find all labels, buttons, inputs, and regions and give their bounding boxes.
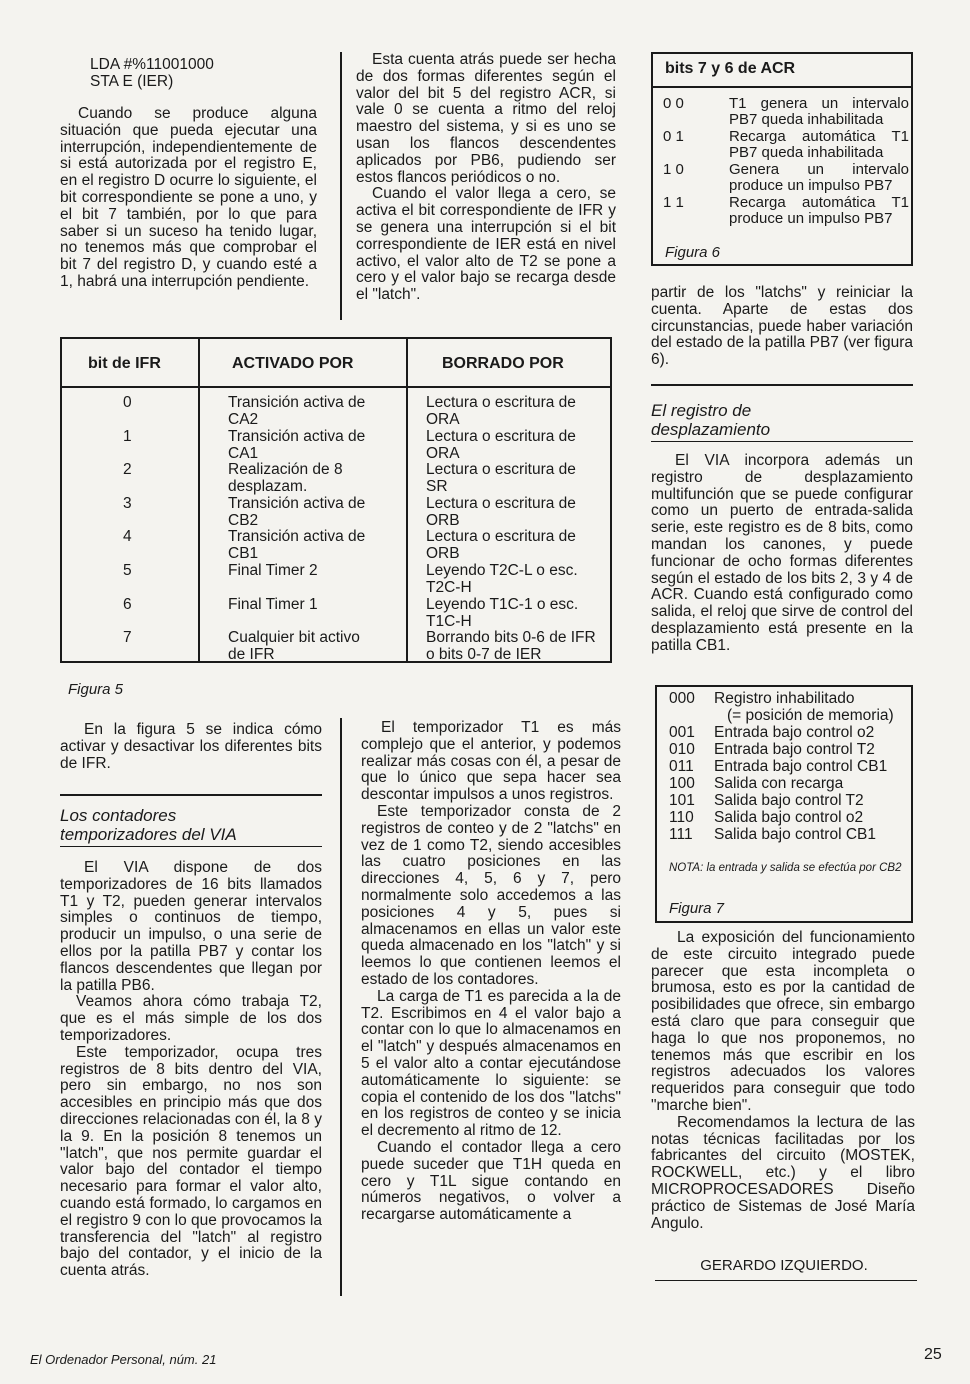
table-cell-bit: 5 bbox=[123, 562, 132, 579]
fig7-code: 100 bbox=[669, 775, 695, 792]
fig7-desc: Entrada bajo control CB1 bbox=[714, 758, 888, 775]
acr-box-divider bbox=[653, 86, 911, 88]
figure-7-box bbox=[655, 685, 913, 923]
author-signature: GERARDO IZQUIERDO. bbox=[700, 1257, 868, 1274]
acr-row-desc: Genera un intervalo produce un impulso PB7 bbox=[729, 161, 909, 194]
fig7-desc: Entrada bajo control o2 bbox=[714, 724, 875, 741]
table-cell-activado: Transición activa de CB2 bbox=[228, 495, 366, 529]
col3-bottom-block bbox=[651, 930, 915, 1232]
table-cell-activado: Cualquier bit activo de IFR bbox=[228, 629, 360, 663]
table-cell-activado: Final Timer 1 bbox=[228, 596, 318, 613]
table-header-activado: ACTIVADO POR bbox=[232, 355, 354, 372]
table-cell-bit: 3 bbox=[123, 495, 132, 512]
col2-bottom-block bbox=[361, 720, 621, 1224]
table-cell-bit: 2 bbox=[123, 461, 132, 478]
fig7-desc: Salida bajo control CB1 bbox=[714, 826, 876, 843]
fig7-code: 001 bbox=[669, 724, 695, 741]
fig7-note bbox=[669, 862, 905, 875]
col2-bottom-p3: La carga de T1 es parecida a la de T2. Escribimos en 4 el valor bajo a contar con lo que lo almacenamos en el "latch" y después almacenamos en 5 el valor alto a contar ejecutándose automáticamente lo siguiente: se copia el contenido de los dos "latchs" en los registros de conteo y se inicia el decremento al ritmo de 12. bbox=[361, 987, 621, 1140]
fig7-code: 011 bbox=[669, 758, 694, 775]
code-listing bbox=[90, 56, 214, 90]
fig7-desc: Salida bajo control T2 bbox=[714, 792, 864, 809]
table-cell-bit: 7 bbox=[123, 629, 132, 646]
table-cell-borrado: Leyendo T2C-L o esc. T2C-H bbox=[426, 562, 578, 596]
fig7-code: 010 bbox=[669, 741, 695, 758]
table-cell-bit: 1 bbox=[123, 428, 132, 445]
fig7-desc: (= posición de memoria) bbox=[727, 707, 894, 724]
table-cell-activado: Realización de 8 desplazam. bbox=[228, 461, 343, 495]
fig7-desc: Salida bajo control o2 bbox=[714, 809, 864, 826]
col3-top-text: partir de los "latchs" y reiniciar la cuenta. Aparte de estas dos circunstancias, puede haber variación del estado de la patilla PB7 (ver figura 6). bbox=[651, 284, 913, 369]
col2-top-p1: Esta cuenta atrás puede ser hecha de dos formas diferentes según el valor del bit 5 del registro ACR, si vale 0 se cuenta a ritmo del reloj maestro del sistema, y si es uno se usan los flancos descendentes aplicados por PB6, pudiendo ser estos flancos periódicos o no. bbox=[356, 51, 616, 186]
table-cell-borrado: Lectura o escritura de ORB bbox=[426, 528, 576, 562]
divider-line bbox=[651, 441, 913, 442]
table-cell-borrado: Lectura o escritura de ORA bbox=[426, 428, 576, 462]
table-header-bit: bit de IFR bbox=[88, 355, 161, 372]
col2-bottom-p1: El temporizador T1 es más complejo que el anterior, y podemos realizar más cosas con él, a pesar de que lo único que sepa hacer sea descontar impulsos a unos registros. bbox=[361, 719, 621, 804]
col1-bottom-block bbox=[60, 860, 322, 1280]
column-divider-bottom bbox=[340, 718, 342, 1296]
fig7-desc: Salida con recarga bbox=[714, 775, 844, 792]
acr-row-code: 0 0 bbox=[663, 95, 684, 112]
fig7-desc: Entrada bajo control T2 bbox=[714, 741, 875, 758]
acr-row-code: 1 1 bbox=[663, 194, 684, 211]
fig7-note-label: NOTA: bbox=[669, 862, 704, 874]
col1-bottom-p1: El VIA dispone de dos temporizadores de 16 bits llamados T1 y T2, pueden generar intervalos simples o continuos de tiempo, producir un impulso, o una serie de ellos por la patilla PB7 y contar los flancos descendentes que llegan por la patilla PB6. bbox=[60, 859, 322, 994]
col1-bottom-p2: Veamos ahora cómo trabaja T2, que es el más simple de los dos temporizadores. bbox=[60, 993, 322, 1044]
column-divider-top bbox=[340, 52, 342, 320]
table-cell-borrado: Leyendo T1C-1 o esc. T1C-H bbox=[426, 596, 579, 630]
acr-row-code: 1 0 bbox=[663, 161, 684, 178]
col3-registro-text: El VIA incorpora además un registro de desplazamiento multifunción que se puede configurar como un puerto de entrada-salida serie, este registro es de 8 bits, como mandan los canones, y puede funcionar de ocho formas diferentes según el estado de los bits 2, 3 y 4 de ACR. Cuando está configurado como salida, el reloj que sirve de control del desplazamiento está presente en la patilla CB1. bbox=[651, 452, 913, 654]
col2-top-text-block bbox=[356, 52, 616, 304]
table-cell-activado: Transición activa de CA2 bbox=[228, 394, 366, 428]
table-cell-borrado: Lectura o escritura de ORB bbox=[426, 495, 576, 529]
divider-line bbox=[60, 794, 322, 796]
col1-mid-block bbox=[60, 722, 322, 772]
figure-5-caption: Figura 5 bbox=[68, 681, 124, 698]
table-header-borrado: BORRADO POR bbox=[442, 355, 564, 372]
fig7-code: 000 bbox=[669, 690, 695, 707]
acr-row-desc: T1 genera un intervalo PB7 queda inhabilitada bbox=[729, 95, 909, 128]
acr-row-desc: Recarga automática T1 PB7 queda inhabilitada bbox=[729, 128, 909, 161]
acr-row-code: 0 1 bbox=[663, 128, 684, 145]
fig7-code: 101 bbox=[669, 792, 695, 809]
fig7-code: 110 bbox=[669, 809, 694, 826]
code-line-1: LDA #%11001000 bbox=[90, 56, 214, 73]
col1-top-text: Cuando se produce alguna situación que pueda ejecutar una interrupción, independientemente de si está autorizada por el registro E, en el registro D ocurre lo siguiente, el bit correspondiente se pone a uno, y el bit 7 también, por lo que para saber si un suceso ha tenido lugar, no tenemos más que comprobar el bit 7 del registro D, y cuando esté a 1, habrá una interrupción pendiente. bbox=[60, 105, 317, 290]
table-cell-activado: Transición activa de CB1 bbox=[228, 528, 366, 562]
fig7-note-text: la entrada y salida se efectúa por CB2 bbox=[706, 862, 902, 874]
figure-6-acr-box bbox=[651, 52, 913, 266]
table-border-top bbox=[60, 337, 612, 339]
table-cell-activado: Final Timer 2 bbox=[228, 562, 318, 579]
table-cell-borrado: Borrando bits 0-6 de IFR o bits 0-7 de IER bbox=[426, 629, 596, 663]
table-cell-bit: 6 bbox=[123, 596, 132, 613]
divider-line bbox=[651, 384, 913, 386]
col1-top-paragraph bbox=[60, 106, 317, 291]
section-heading-registro: El registro de desplazamiento bbox=[651, 401, 771, 439]
fig7-desc: Registro inhabilitado bbox=[714, 690, 855, 707]
col2-top-p2: Cuando el valor llega a cero, se activa el bit correspondiente de IFR y se genera una interrupción si el bit correspondiente de IER está en nivel activo, el valor alto de T2 se pone a cero y el valor bajo se recarga desde el "latch". bbox=[356, 185, 616, 304]
col3-registro-block bbox=[651, 453, 913, 655]
table-header-divider bbox=[60, 386, 612, 388]
col3-top-text-block bbox=[651, 285, 913, 369]
col3-bottom-p2: Recomendamos la lectura de las notas técnicas facilitadas por los fabricantes del circuito (MOSTEK, ROCKWELL, etc.) y el libro MICROPROCESADORES Diseño práctico de Sistemas de José María Angulo. bbox=[651, 1113, 915, 1232]
footer-publication: El Ordenador Personal, núm. 21 bbox=[30, 1352, 217, 1367]
table-cell-borrado: Lectura o escritura de ORA bbox=[426, 394, 576, 428]
code-line-2: STA E (IER) bbox=[90, 73, 174, 90]
table-cell-bit: 0 bbox=[123, 394, 132, 411]
page-number: 25 bbox=[924, 1346, 942, 1363]
table-cell-bit: 4 bbox=[123, 528, 132, 545]
acr-box-title: bits 7 y 6 de ACR bbox=[665, 60, 796, 77]
col2-bottom-p2: Este temporizador consta de 2 registros de conteo y de 2 "latchs" en vez de 1 como T2, siendo accesibles las cuatro posiciones en las direcciones 4, 5, 6 y 7, pero normalmente solo accedemos a las posiciones 4 y 5, pues si almacenamos en ellas un valor este queda almacenado en los "latch" y si leemos lo que contienen leemos el estado de los contadores. bbox=[361, 802, 621, 988]
table-cell-activado: Transición activa de CA1 bbox=[228, 428, 366, 462]
figure-5-ifr-table bbox=[60, 337, 612, 663]
table-cell-borrado: Lectura o escritura de SR bbox=[426, 461, 576, 495]
signature-line bbox=[655, 1280, 917, 1281]
figure-7-caption: Figura 7 bbox=[669, 900, 725, 917]
col3-bottom-p1: La exposición del funcionamiento de este circuito integrado puede parecer que esta incompleta o brumosa, esto es por la cantidad de posibilidades que ofrece, sin embargo está claro que para conseguir que haga lo que nos proponemos, no tenemos más que escribir en los registros adecuados los valores requeridos para conseguir que todo "marche bien". bbox=[651, 929, 915, 1114]
col1-bottom-p3: Este temporizador, ocupa tres registros de 8 bits dentro del VIA, pero sin embargo, no nos son accesibles en principio más que dos direcciones relacionadas con él, la 8 y la 9. En la posición 8 tenemos un "latch", que nos permite guardar el valor bajo del contador el tiempo necesario para formar el valor alto, cuando está formado, lo cargamos en el registro 9 con lo que provocamos la transferencia del "latch" al registro bajo del contador, y el inicio de la cuenta atrás. bbox=[60, 1043, 322, 1280]
section-heading-contadores: Los contadores temporizadores del VIA bbox=[60, 806, 237, 844]
fig7-code: 111 bbox=[669, 826, 693, 843]
figure-6-caption: Figura 6 bbox=[665, 244, 721, 261]
col2-bottom-p4: Cuando el contador llega a cero puede suceder que T1H queda en cero y T1L sigue contando en números negativos, o volver a recargarse automáticamente a bbox=[361, 1138, 621, 1224]
divider-line bbox=[60, 846, 322, 847]
col1-mid-text: En la figura 5 se indica cómo activar y desactivar los diferentes bits de IFR. bbox=[60, 721, 322, 772]
acr-row-desc: Recarga automática T1 produce un impulso PB7 bbox=[729, 194, 909, 227]
